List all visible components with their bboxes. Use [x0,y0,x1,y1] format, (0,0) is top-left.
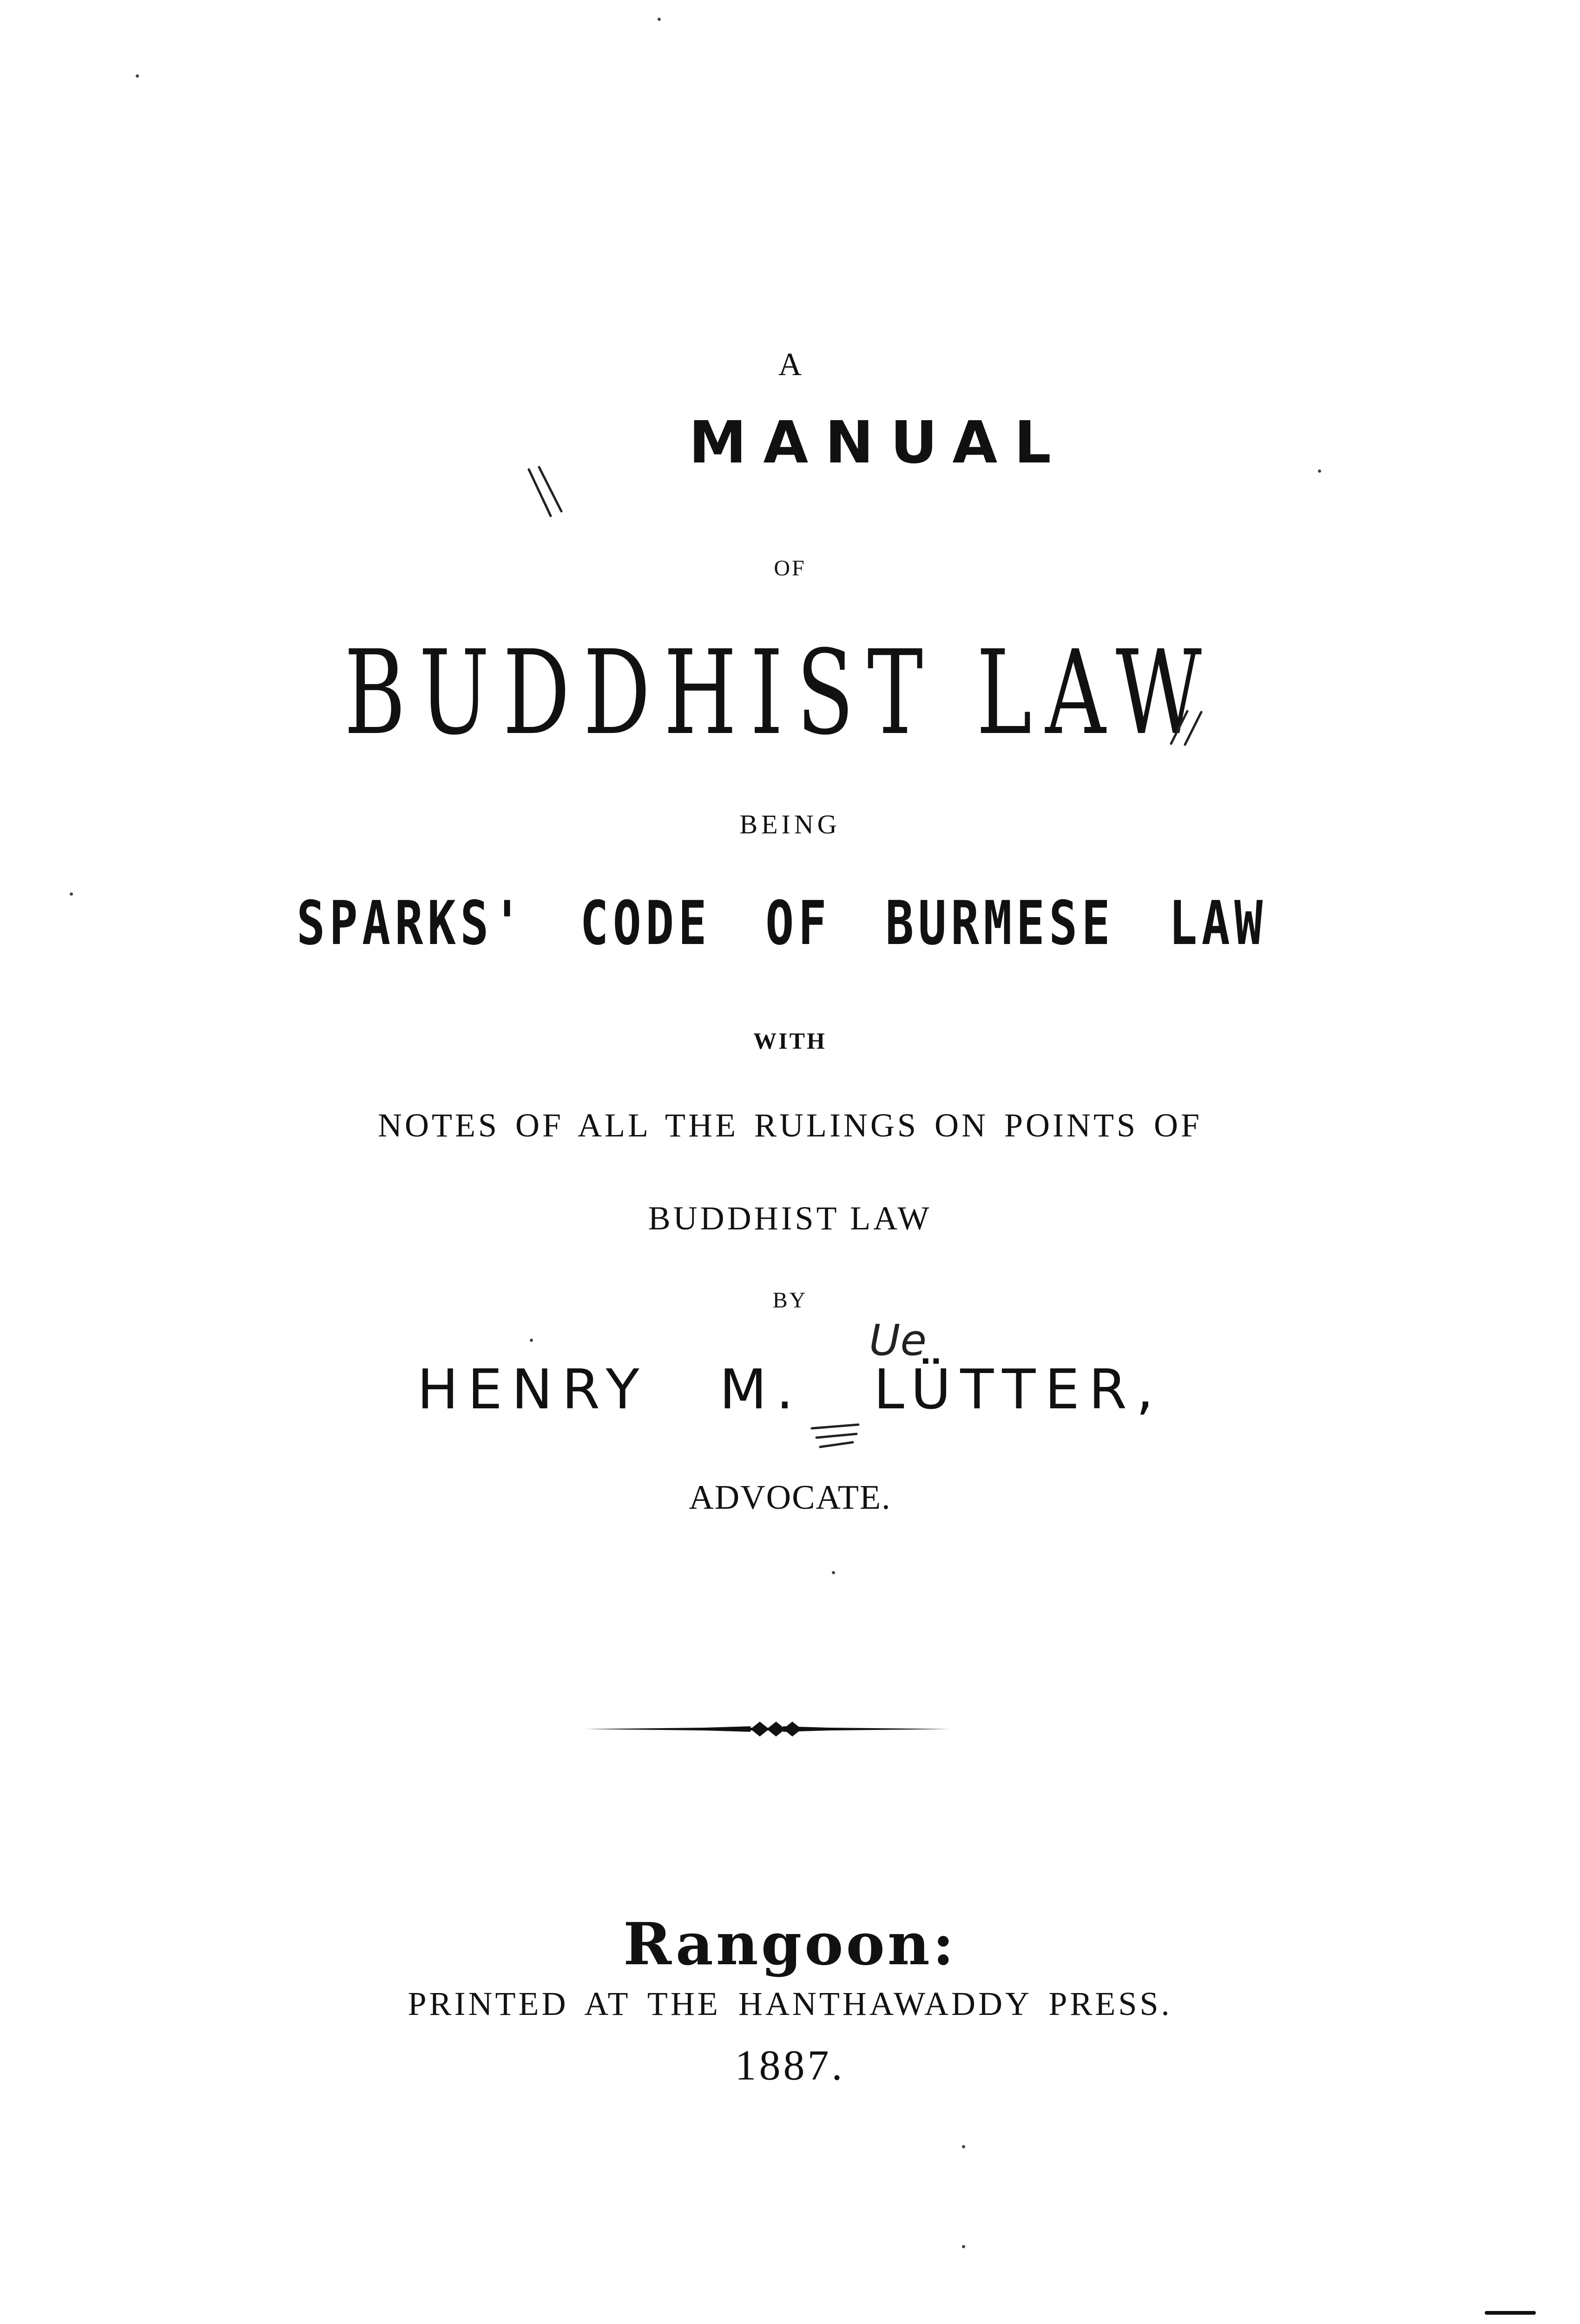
title-sparks-code: SPARKS' CODE OF BURMESE LAW [296,888,1267,958]
title-by: BY [772,1288,808,1313]
title-manual: MANUAL [689,409,1068,476]
scan-speck [962,2145,965,2148]
margin-dash-mark [1485,2311,1536,2315]
subtitle-notes: NOTES OF ALL THE RULINGS ON POINTS OF [377,1107,1203,1144]
scan-speck [530,1339,533,1342]
title-of: OF [774,556,806,581]
imprint-printer: PRINTED AT THE HANTHAWADDY PRESS. [408,1985,1172,2022]
author-title: ADVOCATE. [689,1479,891,1517]
scan-speck [658,18,661,21]
title-buddhist-law: BUDDHIST LAW [344,625,1215,760]
handwritten-underline-marks [806,1420,867,1452]
scan-speck [70,892,73,896]
author-name: HENRY M. LÜTTER, [417,1357,1163,1421]
scan-speck [962,2245,965,2248]
scan-speck [832,1571,835,1574]
subtitle-buddhist-law: BUDDHIST LAW [648,1200,932,1237]
handwritten-ue-annotation: Ue [869,1315,927,1365]
ornamental-divider [583,1715,950,1743]
handwritten-slash-marks [525,465,567,525]
title-being: BEING [739,809,841,839]
title-article: A [778,347,802,383]
imprint-city: Rangoon: [623,1910,957,1978]
scan-speck [136,74,139,78]
handwritten-double-slash [1157,702,1213,748]
scan-speck [1318,469,1321,473]
title-with: WITH [753,1028,827,1054]
imprint-year: 1887. [735,2041,845,2089]
